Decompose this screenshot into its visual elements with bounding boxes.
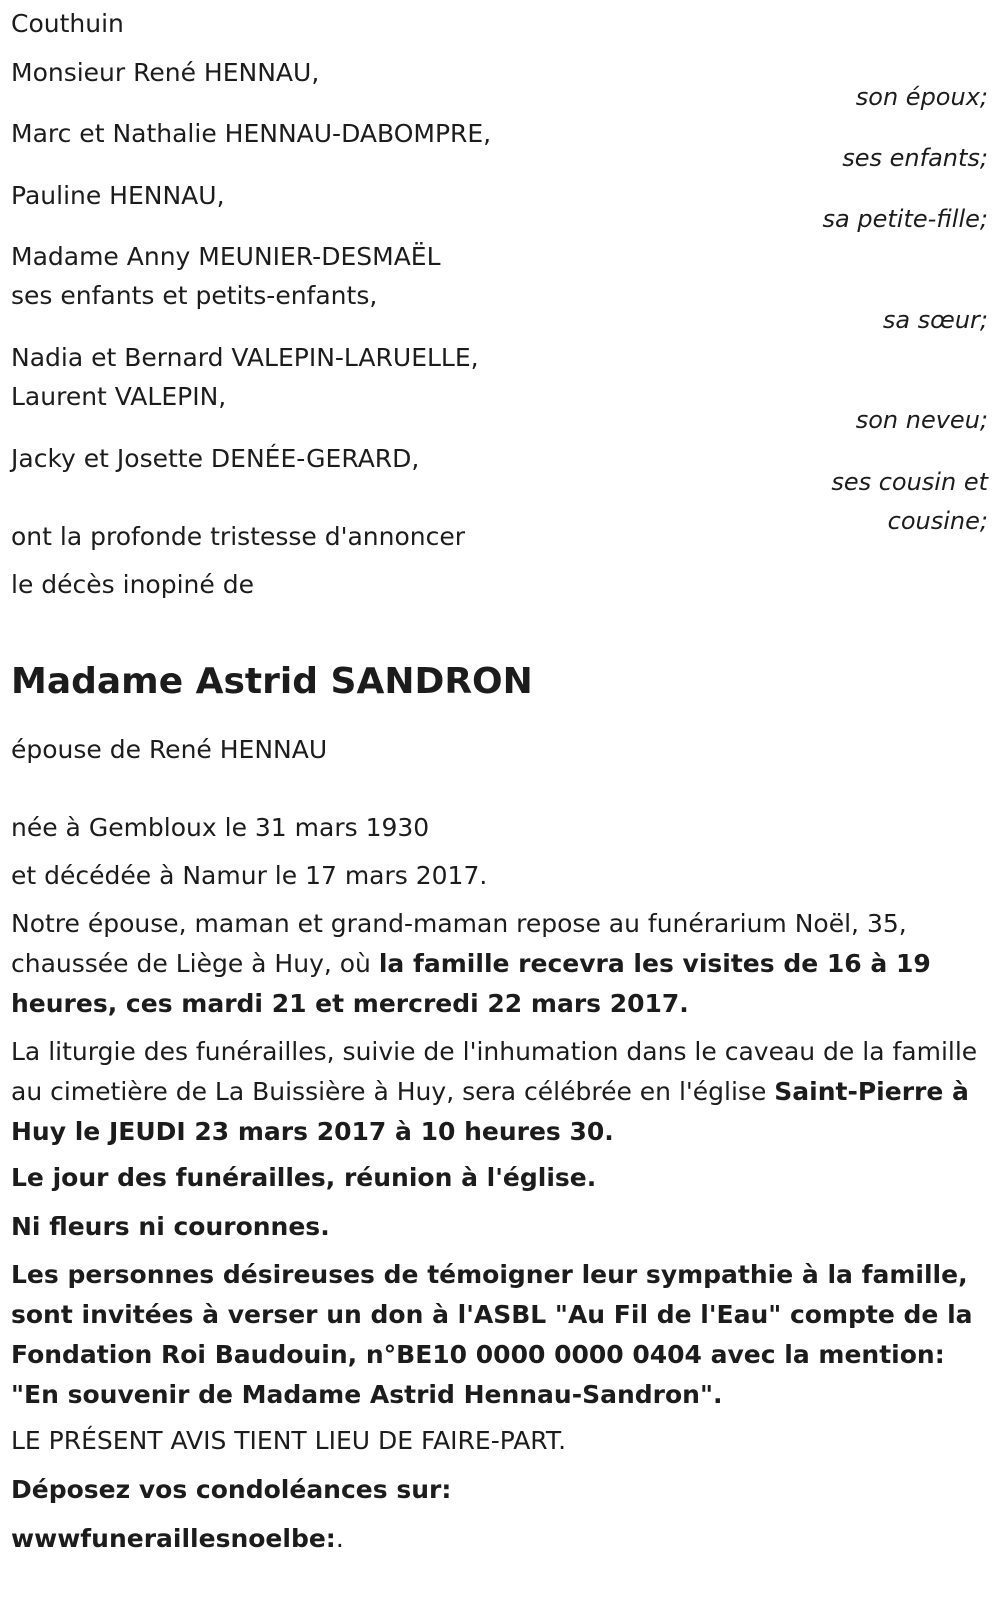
family-name-husband: Monsieur René HENNAU, xyxy=(11,58,320,87)
liturgy-text: La liturgie des funérailles, suivie de l'inhumation dans le caveau de la famille au cimetière de La Buissière à Huy, sera célébrée en l'église xyxy=(11,1037,978,1106)
website-link[interactable]: wwwfuneraillesnoelbe: xyxy=(11,1524,336,1553)
relation-cousins: ses cousin et xyxy=(831,468,988,496)
family-name-nephew: Nadia et Bernard VALEPIN-LARUELLE, xyxy=(11,343,479,372)
website-line xyxy=(11,1524,344,1554)
relation-husband: son époux; xyxy=(855,83,988,111)
family-name-granddaughter: Pauline HENNAU, xyxy=(11,181,225,210)
family-name-sister: Madame Anny MEUNIER-DESMAËL xyxy=(11,242,441,271)
liturgy-date: Saint-Pierre à Huy le JEUDI 23 mars 2017 à 10 heures 30. xyxy=(11,1077,969,1146)
condolences-line: Déposez vos condoléances sur: xyxy=(11,1475,452,1504)
family-name-children: Marc et Nathalie HENNAU-DABOMPRE, xyxy=(11,119,492,148)
family-name-sister-line2: ses enfants et petits-enfants, xyxy=(11,281,378,310)
meeting-line: Le jour des funérailles, réunion à l'église. xyxy=(11,1163,597,1192)
repose-text: Notre épouse, maman et grand-maman repose au funérarium Noël, 35, chaussée de Liège à Huy, où xyxy=(11,909,907,978)
donation-paragraph: Les personnes désireuses de témoigner leur sympathie à la famille, sont invitées à verser un don à l'ASBL "Au Fil de l'Eau" compte de la Fondation Roi Baudouin, n°BE10 0000 0000 0404 avec la mention: "En souvenir de Madame Astrid Hennau-Sandron". xyxy=(11,1260,973,1409)
notice-line: LE PRÉSENT AVIS TIENT LIEU DE FAIRE-PART. xyxy=(11,1426,567,1455)
death-line: et décédée à Namur le 17 mars 2017. xyxy=(11,861,488,890)
deceased-name: Madame Astrid SANDRON xyxy=(11,661,533,702)
relation-sister: sa sœur; xyxy=(882,306,988,334)
no-flowers-line: Ni fleurs ni couronnes. xyxy=(11,1212,330,1241)
family-name-cousins: Jacky et Josette DENÉE-GERARD, xyxy=(11,444,420,473)
announcement-line1: ont la profonde tristesse d'annoncer xyxy=(11,522,466,551)
visiting-hours: la famille recevra les visites de 16 à 19 heures, ces mardi 21 et mercredi 22 mars 2017. xyxy=(11,949,931,1018)
announcement-line2: le décès inopiné de xyxy=(11,570,254,599)
relation-children: ses enfants; xyxy=(842,144,988,172)
family-name-nephew-line2: Laurent VALEPIN, xyxy=(11,382,227,411)
spouse-line: épouse de René HENNAU xyxy=(11,735,328,764)
website-end: . xyxy=(335,1524,344,1553)
relation-nephew: son neveu; xyxy=(855,406,988,434)
liturgy-paragraph xyxy=(11,1032,986,1152)
location: Couthuin xyxy=(11,9,124,38)
repose-paragraph xyxy=(11,904,986,1024)
birth-line: née à Gembloux le 31 mars 1930 xyxy=(11,813,430,842)
relation-cousins-line2: cousine; xyxy=(887,507,988,535)
relation-granddaughter: sa petite-fille; xyxy=(822,205,988,233)
